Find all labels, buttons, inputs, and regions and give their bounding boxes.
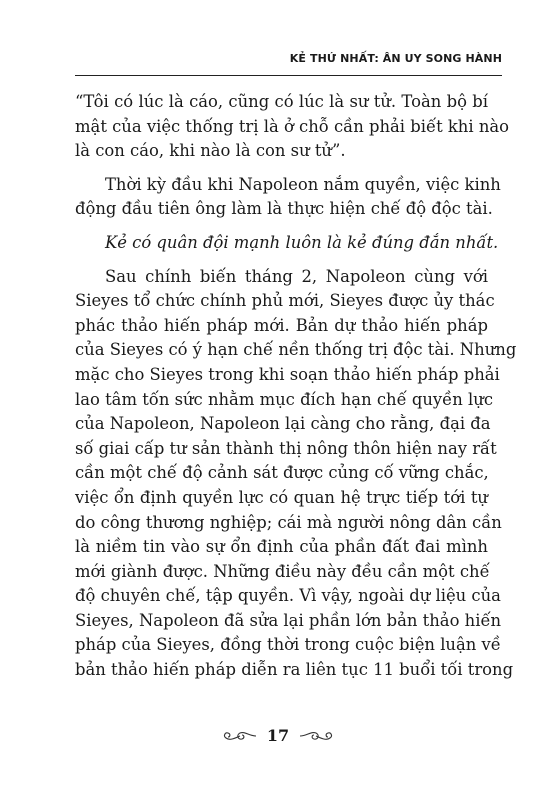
text-line: do công thương nghiệp; cái mà người nông dân cần — [75, 512, 502, 532]
flourish-left-icon — [223, 729, 257, 743]
paragraph-italic-maxim — [75, 231, 499, 256]
header-rule — [75, 75, 502, 76]
running-header: KẺ THỨ NHẤT: ÂN UY SONG HÀNH — [289, 52, 502, 65]
text-line: động đầu tiên ông làm là thực hiện chế độ độc tài. — [75, 199, 493, 219]
text-line: Sieyes tổ chức chính phủ mới, Sieyes được ủy thác — [75, 291, 495, 311]
paragraph-quote — [75, 90, 510, 164]
text-line: mặc cho Sieyes trong khi soạn thảo hiến pháp phải — [75, 364, 500, 384]
text-line: “Tôi có lúc là cáo, cũng có lúc là sư tử. Toàn bộ bí — [75, 92, 488, 111]
paragraph-napoleon-power — [75, 173, 501, 222]
page-footer — [0, 726, 556, 745]
text-line: Sau chính biến tháng 2, Napoleon cùng với — [105, 266, 488, 286]
text-line: cần một chế độ cảnh sát được củng cố vững chắc, — [75, 463, 489, 483]
text-line: mới giành được. Những điều này đều cần một chế — [75, 561, 490, 581]
text-line: số giai cấp tư sản thành thị nông thôn hiện nay rất — [75, 438, 497, 458]
text-line: của Napoleon, Napoleon lại càng cho rằng, đại đa — [75, 414, 491, 434]
text-line: mật của việc thống trị là ở chỗ cần phải biết khi nào — [75, 116, 510, 136]
page-number: 17 — [266, 726, 290, 745]
paragraph-constitution — [75, 265, 517, 683]
flourish-right-icon — [299, 729, 333, 743]
text-line: của Sieyes có ý hạn chế nền thống trị độc tài. Nhưng — [75, 340, 517, 360]
text-line: độ chuyên chế, tập quyền. Vì vậy, ngoài dự liệu của — [75, 586, 501, 606]
text-line: việc ổn định quyền lực có quan hệ trực tiếp tới tự — [75, 487, 488, 507]
text-line: là con cáo, khi nào là con sư tử”. — [75, 141, 346, 161]
text-line: phác thảo hiến pháp mới. Bản dự thảo hiến pháp — [75, 315, 488, 335]
text-line: pháp của Sieyes, đồng thời trong cuộc biện luận về — [75, 635, 501, 655]
text-line: Thời kỳ đầu khi Napoleon nắm quyền, việc kinh — [105, 174, 501, 194]
text-line: Kẻ có quân đội mạnh luôn là kẻ đúng đắn nhất. — [105, 232, 499, 252]
text-line: lao tâm tốn sức nhằm mục đích hạn chế quyền lực — [75, 389, 494, 409]
text-line: là niềm tin vào sự ổn định của phần đất đai mình — [75, 537, 488, 557]
text-line: Sieyes, Napoleon đã sửa lại phần lớn bản thảo hiến — [75, 610, 502, 630]
text-line: bản thảo hiến pháp diễn ra liên tục 11 buổi tối trong — [75, 660, 514, 680]
body-text — [75, 90, 517, 692]
